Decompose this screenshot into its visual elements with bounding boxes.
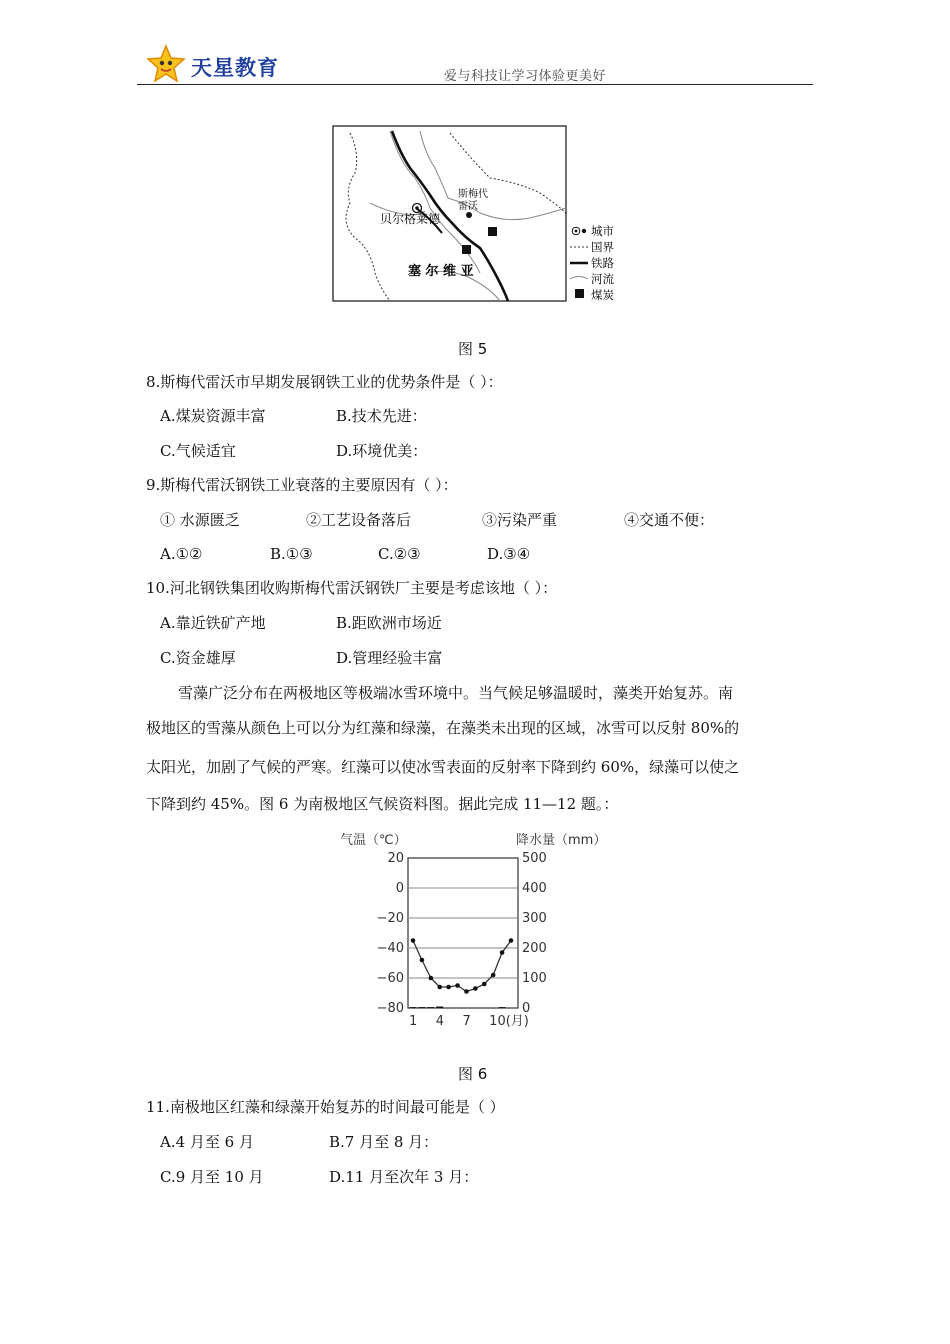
label-belgrade: 贝尔格莱德 [380,212,441,226]
legend-coal: 煤炭 [591,288,614,302]
legend-border: 国界 [591,240,614,254]
q8-stem: 8.斯梅代雷沃市早期发展钢铁工业的优势条件是（ ）： [146,373,503,391]
temperature-point [437,985,442,990]
temperature-point [473,986,478,991]
y-right-tick-label: 300 [522,911,547,926]
temperature-point [491,973,496,978]
q9-stem: 9.斯梅代雷沃钢铁工业衰落的主要原因有（ ）： [146,476,458,494]
q11-option-d: D.11 月至次年 3 月： [329,1168,479,1186]
y-right-tick-label: 200 [522,941,547,956]
label-serbia: 塞 尔 维 亚 [408,264,474,279]
precipitation-bar [499,1007,506,1008]
temperature-point [446,985,451,990]
y-left-tick-label: −40 [376,941,404,956]
q8-option-a: A.煤炭资源丰富 [160,407,266,425]
label-smederevo-2: 雷沃 [458,201,478,212]
y-left-tick-label: 0 [395,881,404,896]
x-tick-label: 10(月) [489,1014,529,1029]
precipitation-bar [418,1007,425,1008]
header-slogan: 爱与科技让学习体验更美好 [444,69,607,84]
q9-item-4: ④交通不便： [624,511,715,529]
q10-option-b: B.距欧洲市场近 [336,614,442,632]
brand-name: 天星教育 [191,56,279,80]
q9-item-1: ① 水源匮乏 [160,511,240,529]
q11-option-b: B.7 月至 8 月： [329,1133,439,1151]
y-right-tick-label: 100 [522,971,547,986]
y-right-tick-label: 400 [522,881,547,896]
x-tick-label: 7 [462,1014,471,1029]
precipitation-bar [410,1007,417,1008]
label-smederevo: 斯梅代 [458,189,488,200]
q8-option-d: D.环境优美： [336,442,428,460]
q11-stem: 11.南极地区红藻和绿藻开始复苏的时间最可能是（ ） [146,1098,505,1116]
star-logo-icon [145,44,187,84]
temperature-point [482,982,487,987]
q10-stem: 10.河北钢铁集团收购斯梅代雷沃钢铁厂主要是考虑该地（ ）： [146,579,558,597]
x-tick-label: 1 [409,1014,418,1029]
q9-option-d: D.③④ [487,545,531,563]
temperature-point [500,950,505,955]
precipitation-bar [427,1007,434,1008]
y-left-tick-label: −80 [376,1001,404,1016]
figure5-caption: 图 5 [458,340,488,358]
temperature-point [464,989,469,994]
q10-option-c: C.资金雄厚 [160,649,236,667]
legend-river: 河流 [591,272,614,286]
x-tick-label: 4 [435,1014,445,1029]
q9-option-c: C.②③ [378,545,421,563]
q8-option-b: B.技术先进： [336,407,427,425]
q9-item-2: ②工艺设备落后 [306,511,412,529]
figure6-caption: 图 6 [458,1065,488,1083]
q9-option-a: A.①② [160,545,203,563]
temperature-point [455,983,460,988]
temperature-point [411,938,416,943]
y-left-tick-label: −20 [376,911,404,926]
legend-city: 城市 [591,224,614,238]
passage-line-1: 雪藻广泛分布在两极地区等极端冰雪环境中。当气候足够温暖时，藻类开始复苏。南 [178,684,734,702]
passage-line-2: 极地区的雪藻从颜色上可以分为红藻和绿藻，在藻类未出现的区域，冰雪可以反射 80%的 [146,719,740,737]
y-right-tick-label: 500 [522,851,547,866]
q9-option-b: B.①③ [270,545,313,563]
q9-item-3: ③污染严重 [482,511,558,529]
legend-railway: 铁路 [591,256,614,270]
chart-ylabel-right: 降水量（mm） [516,833,607,848]
chart-ylabel-left: 气温（℃） [340,833,407,848]
q8-option-c: C.气候适宜 [160,442,236,460]
q11-option-c: C.9 月至 10 月 [160,1168,264,1186]
temperature-point [420,958,425,963]
y-right-tick-label: 0 [522,1001,531,1016]
q10-option-a: A.靠近铁矿产地 [160,614,266,632]
passage-line-4: 下降到约 45%。图 6 为南极地区气候资料图。据此完成 11—12 题。： [146,795,619,813]
header-divider [137,84,813,85]
passage-line-3: 太阳光，加剧了气候的严寒。红藻可以使冰雪表面的反射率下降到约 60%，绿藻可以使之 [146,758,740,776]
q11-option-a: A.4 月至 6 月 [160,1133,254,1151]
temperature-point [429,976,434,981]
plot-frame [408,858,518,1008]
y-left-tick-label: −60 [376,971,404,986]
q10-option-d: D.管理经验丰富 [336,649,443,667]
serbia-map [330,123,630,305]
temperature-point [509,938,514,943]
climate-chart [330,824,620,1034]
y-left-tick-label: 20 [387,851,404,866]
precipitation-bar [436,1007,443,1009]
